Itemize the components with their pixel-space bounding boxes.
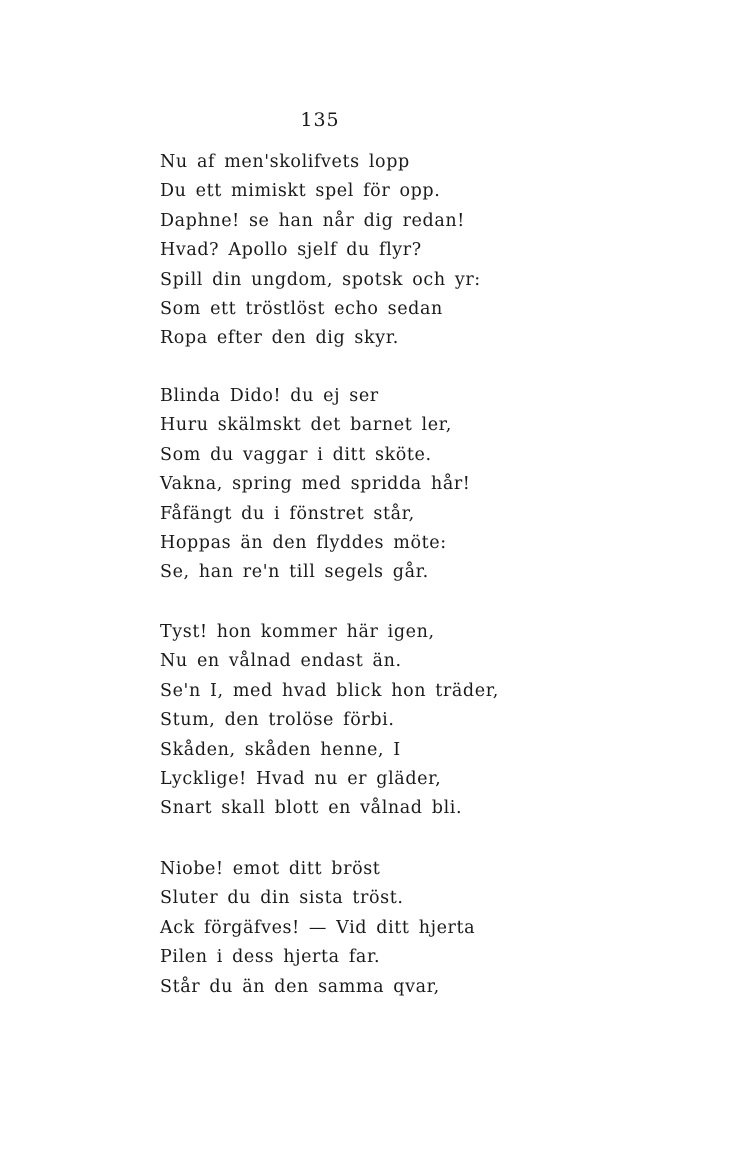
verse-line: Ropa efter den dig skyr.	[160, 328, 399, 349]
verse-line: Blinda Dido! du ej ser	[160, 386, 379, 406]
page-number: 135	[300, 109, 340, 131]
verse-line: Spill din ungdom, spotsk och yr:	[160, 269, 481, 290]
verse-line: Nu en vålnad endast än.	[160, 651, 402, 672]
verse-line: Snart skall blott en vålnad bli.	[160, 798, 463, 819]
verse-line: Stum, den trolöse förbi.	[160, 710, 395, 731]
verse-line: Tyst! hon kommer här igen,	[160, 622, 435, 642]
verse-line: Skåden, skåden henne, I	[160, 739, 401, 760]
verse-line: Vakna, spring med spridda hår!	[160, 474, 471, 495]
verse-line: Se, han re'n till segels går.	[160, 562, 429, 583]
verse-line: Som ett tröstlöst echo sedan	[160, 298, 443, 319]
verse-line: Se'n I, med hvad blick hon träder,	[160, 680, 499, 701]
stanza-1	[160, 148, 580, 354]
verse-line: Pilen i dess hjerta far.	[160, 947, 381, 968]
verse-line: Daphne! se han når dig redan!	[160, 210, 465, 231]
verse-line: Hvad? Apollo sjelf du flyr?	[160, 240, 422, 261]
verse-line: Hoppas än den flyddes möte:	[160, 532, 447, 553]
verse-line: Du ett mimiskt spel för opp.	[160, 181, 441, 202]
stanza-4	[160, 855, 580, 1002]
verse-line: Sluter du din sista tröst.	[160, 888, 404, 909]
verse-line: Niobe! emot ditt bröst	[160, 859, 381, 879]
verse-line: Står du än den samma qvar,	[160, 976, 440, 997]
verse-line: Ack förgäfves! — Vid ditt hjerta	[160, 917, 476, 938]
verse-line: Som du vaggar i ditt sköte.	[160, 444, 432, 465]
stanza-3	[160, 618, 580, 824]
stanza-2	[160, 382, 580, 588]
verse-line: Huru skälmskt det barnet ler,	[160, 415, 452, 436]
verse-line: Lycklige! Hvad nu er gläder,	[160, 768, 442, 789]
verse-line: Nu af men'skolifvets lopp	[160, 152, 410, 172]
verse-line: Fåfängt du i fönstret står,	[160, 503, 415, 524]
